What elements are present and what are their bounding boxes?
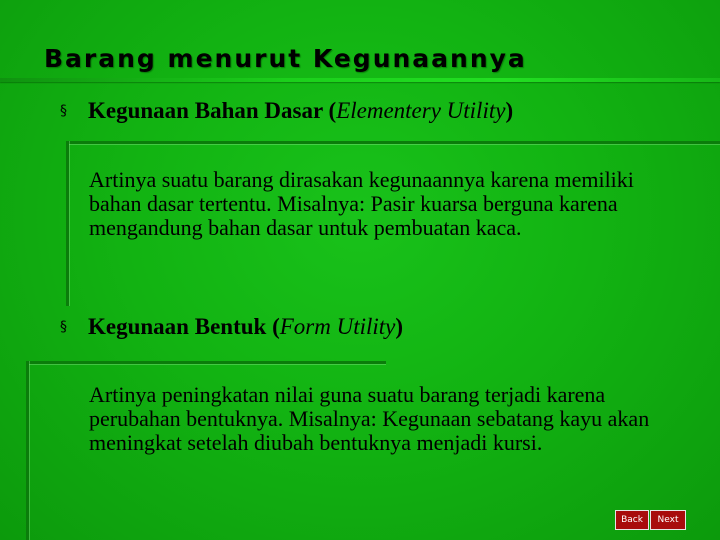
section-divider-top <box>68 141 720 144</box>
bullet-paragraph: Artinya suatu barang dirasakan kegunaannya karena memiliki bahan dasar tertentu. Misalnya: Pasir kuarsa berguna karena mengandung bahan dasar untuk pembuatan kaca. <box>89 167 634 240</box>
bullet-paren-close: ) <box>505 98 514 123</box>
bullet-item-bentuk <box>60 314 403 340</box>
bullet-heading-italic: Form Utility <box>279 314 396 339</box>
section-divider-top <box>28 361 386 364</box>
bullet-marker-icon: § <box>60 319 67 335</box>
next-button[interactable]: Next <box>650 510 686 530</box>
bullet-item-bahan-dasar <box>60 98 513 124</box>
back-button[interactable]: Back <box>615 510 649 530</box>
bullet-heading: Kegunaan Bentuk <box>88 314 267 339</box>
bullet-marker-icon: § <box>60 103 67 119</box>
bullet-heading: Kegunaan Bahan Dasar <box>88 98 323 123</box>
slide-title: Barang menurut Kegunaannya <box>44 44 527 73</box>
section-divider-left <box>66 141 69 306</box>
bullet-paren-close: ) <box>395 314 404 339</box>
bullet-paren-open: ( <box>322 98 337 123</box>
bullet-heading-italic: Elementery Utility <box>336 98 506 123</box>
section-divider-left <box>26 361 29 540</box>
bullet-paragraph: Artinya peningkatan nilai guna suatu barang terjadi karena perubahan bentuknya. Misalnya: Kegunaan sebatang kayu akan meningkat setelah diubah bentuknya menjadi kursi. <box>89 382 650 455</box>
bullet-paren-open: ( <box>266 314 280 339</box>
title-underline <box>0 78 720 82</box>
